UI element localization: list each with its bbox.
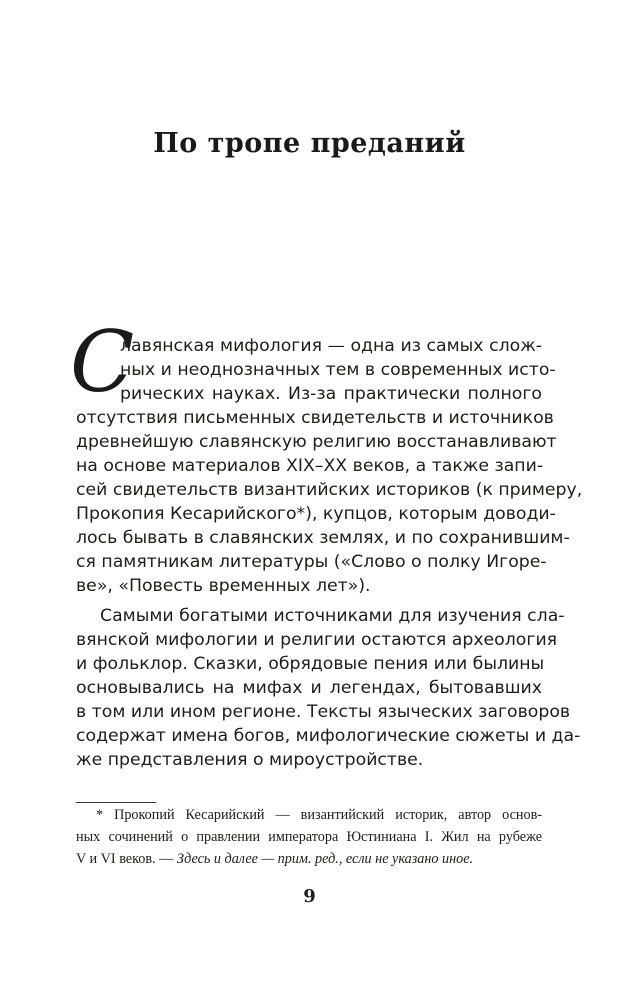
footnote-line: ных сочинений о правлении императора Юстиниана I. Жил на рубеже [76, 829, 542, 845]
text-line: же представления о мироустройстве. [76, 750, 424, 770]
text-line: в том или ином регионе. Тексты языческих заговоров [76, 702, 571, 722]
text-line: древнейшую славянскую религию восстанавливают [76, 432, 557, 452]
drop-cap: С [70, 313, 135, 411]
text-line: ных и неоднозначных тем в современных исто- [120, 360, 556, 380]
text-line: и фольклор. Сказки, обрядовые пения или былины [76, 654, 545, 674]
text-line: лавянская мифология — одна из самых слож- [120, 336, 542, 356]
chapter-title: По тропе преданий [153, 128, 466, 159]
text-line: основывались на мифах и легендах, бытовавших [76, 678, 542, 698]
footnote-divider [76, 802, 156, 803]
text-line: на основе материалов XIX–XX веков, а также запи- [76, 456, 544, 476]
text-line: ся памятникам литературы («Слово о полку Игоре- [76, 552, 547, 572]
text-line: отсутствия письменных свидетельств и источников [76, 408, 554, 428]
page-number: 9 [303, 886, 316, 907]
text-line: содержат имена богов, мифологические сюжеты и да- [76, 726, 581, 746]
text-line: Самыми богатыми источниками для изучения сла- [100, 606, 565, 626]
text-line: вянской мифологии и религии остаются археология [76, 630, 558, 650]
text-line: лось бывать в славянских землях, и по сохранившим- [76, 528, 570, 548]
text-line: сей свидетельств византийских историков (к примеру, [76, 480, 583, 500]
footnote-line: * Прокопий Кесарийский — византийский историк, автор основ- [96, 807, 542, 823]
text-line: Прокопия Кесарийского*), купцов, которым доводи- [76, 504, 556, 524]
footnote-line [76, 848, 542, 870]
text-line: рических науках. Из-за практически полного [120, 384, 542, 404]
text-line: ве», «Повесть временных лет»). [76, 576, 371, 596]
footnote-editor-note: Здесь и далее — прим. ред., если не указано иное. [176, 851, 474, 867]
footnote-text: V и VI веков. — [76, 851, 177, 867]
